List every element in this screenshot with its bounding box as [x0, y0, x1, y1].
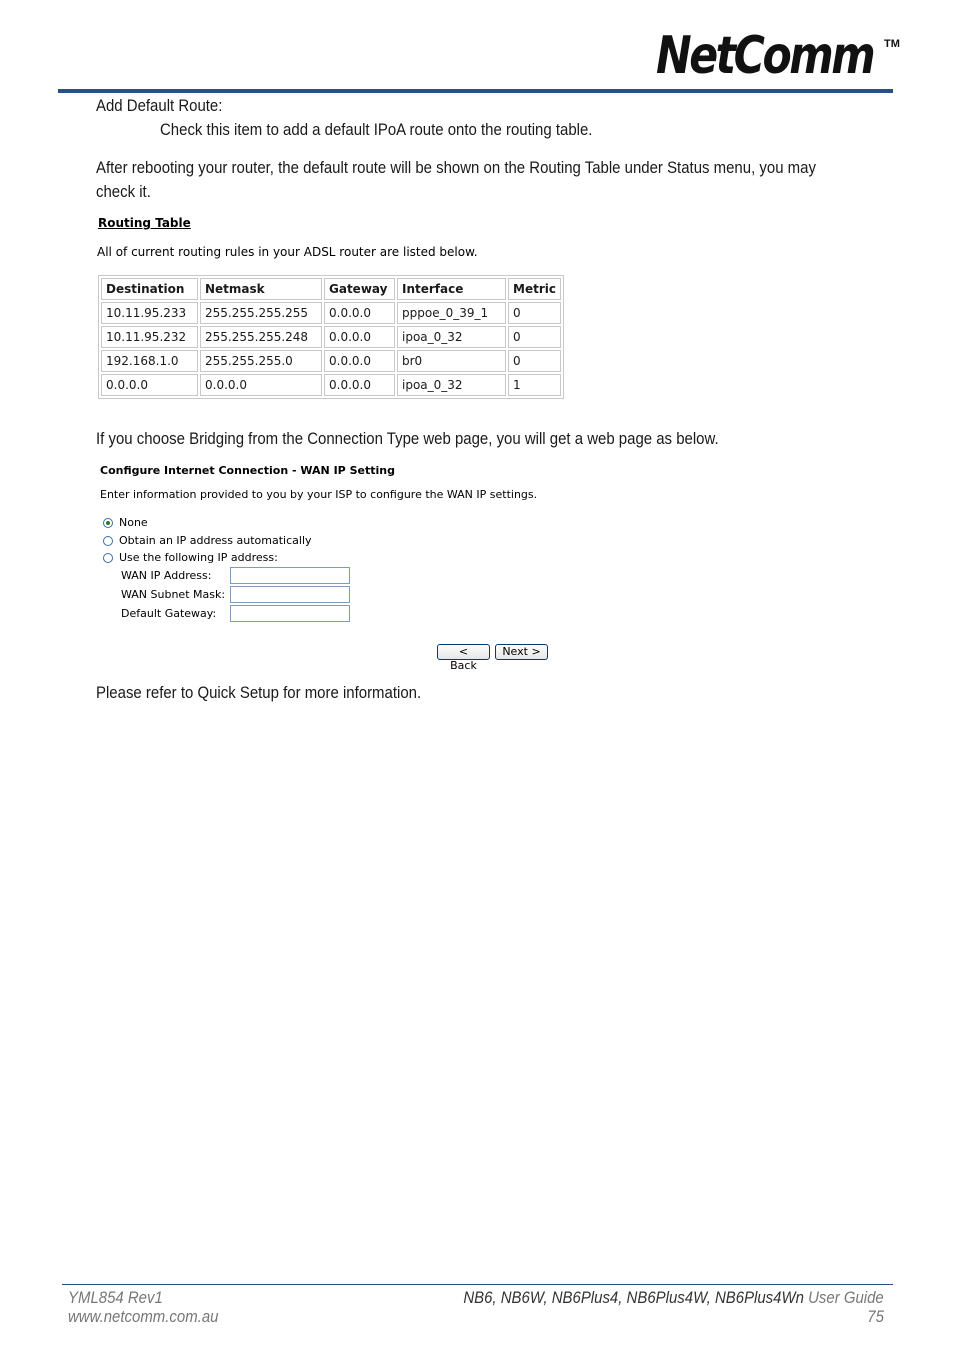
para1-text-line2: check it.: [96, 182, 151, 201]
para1-text-pre: After rebooting your router, the default route will be shown on the: [96, 158, 530, 177]
routing-table-title: Routing Table: [98, 216, 191, 230]
radio-option-auto[interactable]: [103, 534, 312, 547]
table-cell: ipoa_0_32: [397, 374, 506, 396]
column-header: Interface: [397, 278, 506, 300]
paragraph-bridging: If you choose Bridging from the Connection Type web page, you will get a web page as below.: [96, 429, 719, 448]
default-gateway-label: Default Gateway:: [121, 607, 217, 620]
radio-label: Obtain an IP address automatically: [119, 534, 312, 547]
paragraph-routing-info: [96, 156, 816, 204]
section-heading: Add Default Route:: [96, 96, 223, 115]
footer-doc-id: YML854 Rev1: [68, 1288, 163, 1307]
netcomm-logo: [656, 26, 900, 86]
logo-text: NetComm: [656, 26, 874, 86]
radio-selected-icon[interactable]: [103, 518, 113, 528]
wan-setting-title: Configure Internet Connection - WAN IP Setting: [100, 464, 395, 477]
table-cell: 0.0.0.0: [200, 374, 322, 396]
logo-trademark: TM: [884, 38, 900, 50]
table-cell: 0: [508, 302, 561, 324]
column-header: Gateway: [324, 278, 395, 300]
radio-unselected-icon[interactable]: [103, 536, 113, 546]
column-header: Netmask: [200, 278, 322, 300]
column-header: Destination: [101, 278, 198, 300]
radio-label: None: [119, 516, 148, 529]
routing-table-description: All of current routing rules in your ADSL router are listed below.: [97, 245, 478, 259]
table-cell: 255.255.255.0: [200, 350, 322, 372]
status-term: Status: [667, 158, 710, 177]
table-cell: 10.11.95.232: [101, 326, 198, 348]
column-header: Metric: [508, 278, 561, 300]
radio-unselected-icon[interactable]: [103, 553, 113, 563]
header-rule: [58, 89, 893, 93]
table-row: [101, 374, 561, 396]
routing-table-term: Routing Table: [529, 158, 621, 177]
table-cell: 0: [508, 350, 561, 372]
back-button[interactable]: < Back: [437, 644, 490, 660]
table-cell: 10.11.95.233: [101, 302, 198, 324]
wan-ip-input[interactable]: [230, 567, 350, 584]
footer-models: NB6, NB6W, NB6Plus4, NB6Plus4W, NB6Plus4Wn: [463, 1288, 805, 1307]
table-cell: 192.168.1.0: [101, 350, 198, 372]
page-number: 75: [867, 1307, 884, 1326]
radio-option-none[interactable]: [103, 516, 148, 529]
table-header-row: [101, 278, 561, 300]
table-cell: pppoe_0_39_1: [397, 302, 506, 324]
footer-product-guide: [464, 1288, 884, 1307]
table-cell: 0.0.0.0: [324, 350, 395, 372]
wan-setting-description: Enter information provided to you by your ISP to configure the WAN IP settings.: [100, 488, 538, 501]
section-description: Check this item to add a default IPoA route onto the routing table.: [160, 120, 593, 139]
table-cell: 255.255.255.255: [200, 302, 322, 324]
footer-website: www.netcomm.com.au: [68, 1307, 219, 1326]
default-gateway-input[interactable]: [230, 605, 350, 622]
table-cell: 0: [508, 326, 561, 348]
radio-label: Use the following IP address:: [119, 551, 278, 564]
subnet-mask-label: WAN Subnet Mask:: [121, 588, 226, 601]
table-cell: ipoa_0_32: [397, 326, 506, 348]
table-cell: 0.0.0.0: [324, 374, 395, 396]
table-cell: 1: [508, 374, 561, 396]
routing-table: [98, 275, 564, 399]
table-cell: 255.255.255.248: [200, 326, 322, 348]
table-row: [101, 326, 561, 348]
paragraph-quick-setup: Please refer to Quick Setup for more information.: [96, 683, 422, 702]
table-cell: 0.0.0.0: [101, 374, 198, 396]
table-cell: 0.0.0.0: [324, 302, 395, 324]
footer-rule: [62, 1284, 893, 1285]
subnet-mask-input[interactable]: [230, 586, 350, 603]
para1-text-mid: under: [620, 158, 668, 177]
next-button[interactable]: Next >: [495, 644, 548, 660]
footer-guide: User Guide: [804, 1288, 884, 1307]
table-row: [101, 350, 561, 372]
table-cell: br0: [397, 350, 506, 372]
table-row: [101, 302, 561, 324]
wan-ip-label: WAN IP Address:: [121, 569, 212, 582]
radio-option-manual[interactable]: [103, 551, 278, 564]
table-cell: 0.0.0.0: [324, 326, 395, 348]
para1-text-post: menu, you may: [709, 158, 816, 177]
